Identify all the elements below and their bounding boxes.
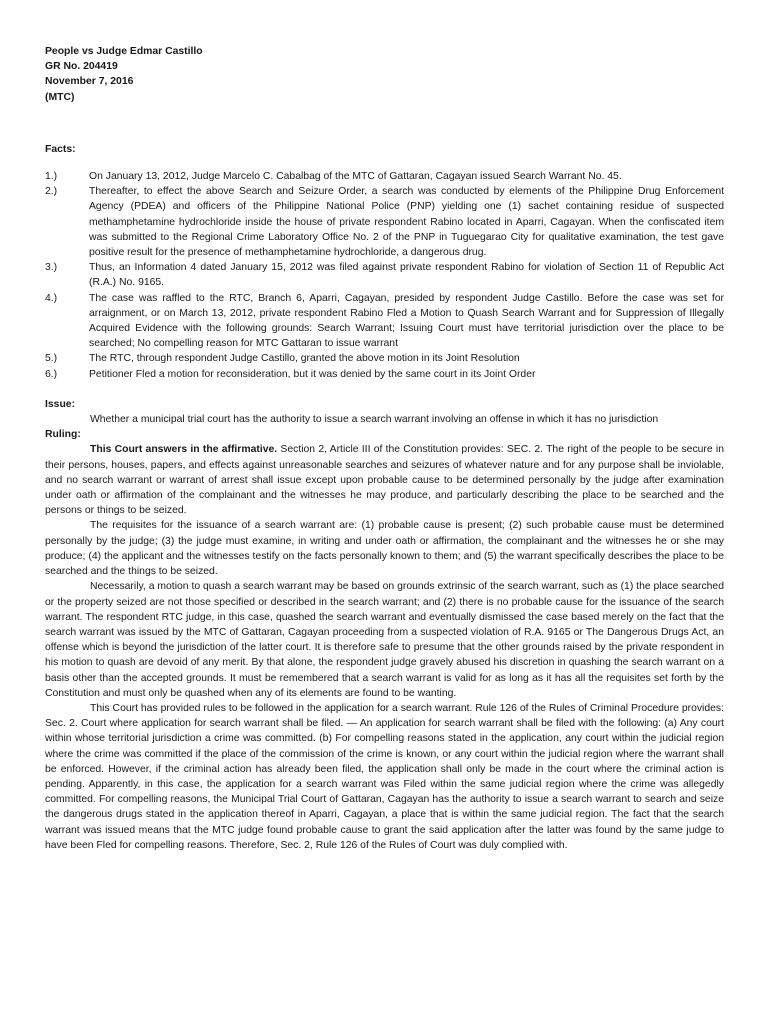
list-item-number: 2.) (45, 186, 58, 198)
ruling-paragraph: The requisites for the issuance of a search warrant are: (1) probable cause is present; (2) such probable cause must be determined personally by the judge; (3) the judge must examine, in writing and under oath or affirmation, the complainant and the witnesses he or she may produce; (4) the applicant and the witnesses testify on the facts personally known to them; and (5) the warrant specifically describes the place to be searched and the things to be seized. (45, 520, 724, 578)
list-item (45, 367, 724, 382)
list-item (45, 260, 724, 290)
case-title: People vs Judge Edmar Castillo (45, 46, 203, 57)
facts-heading: Facts: (45, 143, 76, 155)
issue-text: Whether a municipal trial court has the authority to issue a search warrant involving an offense in which it has no jurisdiction (90, 414, 659, 426)
issue-heading: Issue: (45, 398, 76, 410)
ruling-lead: This Court answers in the affirmative. (90, 444, 278, 456)
case-header (45, 44, 724, 105)
list-item-text: Thereafter, to effect the above Search and Seizure Order, a search was conducted by elements of the Philippine Drug Enforcement Agency (PDEA) and officers of the Philippine National Police (PNP) yielding one (1) sachet containing residue of suspected methamphetamine hydrochloride inside the house of private respondent Rabino located in Aparri, Cagayan. When the confiscated item was submitted to the Regional Crime Laboratory Office No. 2 of the PNP in Tuguegarao City for qualitative examination, the test gave positive result for the presence of methamphetamine hydrochloride, a dangerous drug. (89, 186, 724, 259)
list-item-text: On January 13, 2012, Judge Marcelo C. Cabalbag of the MTC of Gattaran, Cagayan issued Search Warrant No. 45. (89, 171, 622, 183)
list-item-number: 4.) (45, 292, 58, 304)
list-item (45, 169, 724, 184)
list-item (45, 291, 724, 352)
ruling-paragraph (45, 442, 724, 518)
list-item (45, 184, 724, 260)
ruling-heading: Ruling: (45, 429, 81, 441)
list-item (45, 351, 724, 366)
list-item-number: 5.) (45, 353, 58, 365)
ruling-paragraph: Necessarily, a motion to quash a search warrant may be based on grounds extrinsic of the search warrant, such as (1) the place searched or the property seized are not those specified or described in the search warrant; and (2) there is no probable cause for the issuance of the search warrant. The respondent RTC judge, in this case, quashed the search warrant and eventually dismissed the case based merely on the fact that the search warrant was issued by the MTC of Gattaran, Cagayan proceeding from a suspected violation of R.A. 9165 or The Dangerous Drugs Act, an offense which is beyond the jurisdiction of the latter court. It is therefore safe to presume that the other grounds raised by the private respondent in his motion to quash are devoid of any merit. By that alone, the respondent judge gravely abused his discretion in quashing the search warrant on a basis other than the accepted grounds. It must be remembered that a search warrant is valid for as long as it has all the requisites set forth by the Constitution and must only be quashed when any of its elements are found to be wanting. (45, 581, 724, 699)
list-item-number: 1.) (45, 171, 58, 183)
list-item-text: Petitioner Fled a motion for reconsideration, but it was denied by the same court in its Joint Order (89, 368, 536, 380)
facts-list (45, 169, 724, 382)
ruling-paragraph-text: Section 2, Article III of the Constitution provides: SEC. 2. The right of the people to be secure in their persons, houses, papers, and effects against unreasonable searches and seizures of whatever nature and for any purpose shall be inviolable, and no search warrant or warrant of arrest shall issue except upon probable cause to be determined personally by the judge after examination under oath or affirmation of the complainant and the witnesses he may produce, and particularly describing the place to be searched and the persons or things to be seized. (45, 444, 725, 517)
ruling-paragraph: This Court has provided rules to be followed in the application for a search warrant. Rule 126 of the Rules of Criminal Procedure provides: Sec. 2. Court where application for search warrant shall be filed. — An application for search warrant shall be filed with the following: (a) Any court within whose territorial jurisdiction a crime was committed. (b) For compelling reasons stated in the application, any court within the judicial region where the crime was committed if the place of the commission of the crime is known, or any court within the judicial region where the warrant shall be enforced. However, if the criminal action has already been filed, the application shall only be made in the court where the criminal action is pending. Apparently, in this case, the application for a search warrant was Filed within the same judicial region where the crime was allegedly committed. For compelling reasons, the Municipal Trial Court of Gattaran, Cagayan has the authority to issue a search warrant to search and seize the dangerous drugs stated in the application thereof in Aparri, Cagayan, a place that is within the same judicial region. The fact that the search warrant was issued means that the MTC judge found probable cause to grant the said application after the latter was found by the same judge to have been Fled for compelling reasons. Therefore, Sec. 2, Rule 126 of the Rules of Court was duly complied with. (45, 702, 724, 851)
court-label: (MTC) (45, 91, 75, 103)
list-item-text: Thus, an Information 4 dated January 15, 2012 was filed against private respondent Rabino for violation of Section 11 of Republic Act (R.A.) No. 9165. (89, 262, 724, 289)
decision-date: November 7, 2016 (45, 76, 134, 88)
list-item-number: 3.) (45, 262, 58, 274)
list-item-number: 6.) (45, 368, 58, 380)
list-item-text: The case was raffled to the RTC, Branch 6, Aparri, Cagayan, presided by respondent Judge Castillo. Before the case was set for arraignment, or on March 13, 2012, private respondent Rabino Fled a Motion to Quash Search Warrant and for Suppression of Illegally Acquired Evidence with the following grounds: Search Warrant; Issuing Court must have territorial jurisdiction over the place to be searched; No compelling reason for MTC Gattaran to issue warrant (89, 292, 724, 350)
gr-number: GR No. 204419 (45, 61, 118, 73)
list-item-text: The RTC, through respondent Judge Castillo, granted the above motion in its Joint Resolution (89, 353, 520, 365)
